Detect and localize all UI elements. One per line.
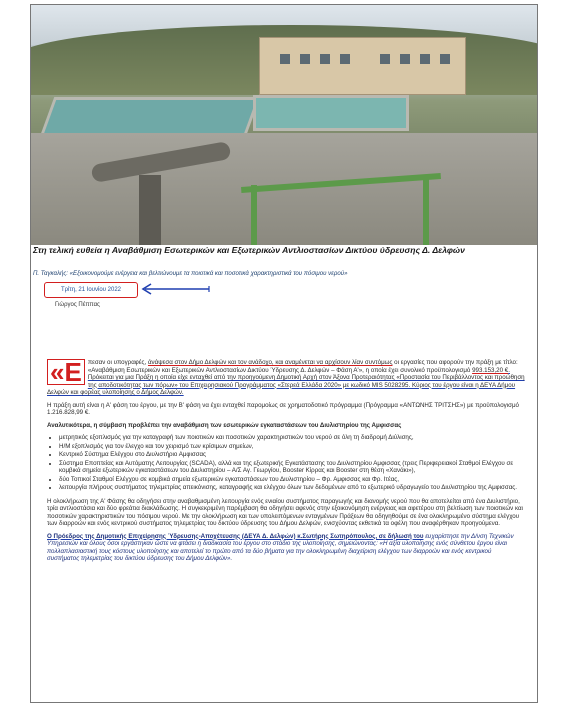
list-item: • Σύστημα Εποπτείας και Αυτόματης Λειτουργίας (SCADA), αλλά και της εξωτερικής Εγκατάστασης του Διυλιστηρίου Αμφισσας (τρεις Περιφερειακοί Σταθμοί Ελέγχου σε κομβικά σημεία εξωτερικών εγκαταστάσεων του Διυλιστηρίου – Α/Σ Αγ. Γεωργίου, Booster Κίρρας και Booster στη θέση «Χανάκι»), xyxy=(59,460,525,475)
article-headline: Στη τελική ευθεία η Αναβάθμιση Εσωτερικών και Εξωτερικών Αντλιοστασίων Δικτύου ύδρευσης Δ. Δελφών xyxy=(33,245,465,255)
list-item: • δύο Τοπικοί Σταθμοί Ελέγχου σε κομβικά σημεία εξωτερικών εγκαταστάσεων του Διυλιστηρίου – Φρ. Αμφισσας και Φρ. Ιτέας, xyxy=(59,476,525,484)
list-item: • Κεντρικό Σύστημα Ελέγχου στο Διυλιστήριο Αμφισσας xyxy=(59,451,525,459)
statement-paragraph: Ο Πρόεδρος της Δημοτικής Επιχείρησης Ύδρευσης-Αποχέτευσης (ΔΕΥΑ Δ. Δελφών) κ.Σωτήρης Σωτηρόπουλος, σε δήλωσή του ευχαρίστησε την Δ/νση Τεχνικών Υπηρεσιών και όλους όσοι εργάστηκαν ώστε να φτάσει η διαδικασία του έργου στο στάδιο της υλοποίησης, σημειώνοντας: «Η αξία υλοποίησης ενός σύνθετου έργου είναι πολλαπλασιαστική τους κόστους υλοποίησης και αποτελεί το πρώτο από τα δύο βήματα για την ολοκληρωμένη διαχείριση ελέγχου των διαρροών και ενός κεντρικού συστήματος τηλεμετρίας του δικτύου ύδρευσης του Δήμου Δελφών». xyxy=(47,532,514,562)
article-date: Τρίτη, 21 Ιουνίου 2022 xyxy=(44,282,138,298)
article-body xyxy=(47,359,525,568)
article-photo xyxy=(31,5,537,245)
section-heading: Αναλυτικότερα, η σύμβαση προβλέπει την αναβάθμιση των εσωτερικών εγκαταστάσεων του Διυλιστηρίου της Αμφισσας xyxy=(47,421,402,429)
list-item: • λειτουργία πλήρους συστήματος τηλεμετρίας απεικόνισης, καταγραφής και ελέγχου όλων των δεδομένων από το εξωτερικό υδραγωγείο του Διυλιστηρίου της Αμφισσας. xyxy=(59,484,525,492)
article-author: Γιώργος Πέππας xyxy=(55,302,100,308)
pump-station-building xyxy=(259,37,466,95)
works-list xyxy=(47,434,525,492)
intro-paragraph: «Ε πεσαν οι υπογραφές, άνάψεσα στον Δήμο Δελφών και τον ανάδοχο, και αναμένεται να αρχίσουν λίαν συντόμως οι εργασίες που αφορούν την πράξη με τίτλο: «Αναβάθμιση Εσωτερικών και Εξωτερικών Αντλιοστασίων Δικτύου Ύδρευσης Δ. Δελφών – Φάση Α'», η οποία έχει συνολικό προϋπολογισμό 993.153,20 €. Πρόκειται για μια Πράξη η οποία είχε ενταχθεί από την προηγούμενη Δημοτική Αρχή στον Άξονα Προτεραιότητας «Προστασία του Περιβάλλοντος και προώθηση της αποδοτικότητας των πόρων» του Επιχειρησιακού Προγράμματος «Στερεά Ελλάδα 2020» με κωδικό MIS 5028295. Κύριος του έργου είναι η ΔΕΥΑ Δήμου Δελφών και φορέας υλοποίησης ο Δήμος Δελφών. xyxy=(47,357,525,396)
list-item: • Η/Μ εξοπλισμός για τον έλεγχο και τον χειρισμό των κρίσιμων σημείων, xyxy=(59,443,525,451)
article-subheadline: Π. Ταγκαλής: «Εξοικονομούμε ενέργεια και βελτιώνουμε τα ποιοτικά και ποσοτικά χαρακτηριστικά του πόσιμου νερού» xyxy=(33,270,348,277)
list-item: • μετρητικός εξοπλισμός για την καταγραφή των ποιοτικών και ποσοτικών χαρακτηριστικών του νερού σε όλη τη διαδρομή Διύλισης, xyxy=(59,434,525,442)
dropcap: «Ε xyxy=(47,359,85,385)
left-arrow-icon xyxy=(137,282,211,296)
completion-paragraph: Η ολοκλήρωση της Α' Φάσης θα οδηγήσει στην αναβαθμισμένη λειτουργία ενός ενιαίου συστήματος παραγωγής και διανομής νερού που θα αποτελείται από ένα Διυλιστήριο, τρία αντλιοστάσια και δύο φρεάτια διακλάδωσης. Η συγκεκριμένη παρέμβαση θα οδηγήσει αφενός στην εξοικονόμηση ενέργειας και αφετέρου στη βελτίωση των ποιοτικών και ποσοτικών χαρακτηριστικών του πόσιμου νερού. Με την ολοκλήρωση και των υπολειπόμενων ενταγμένων Πράξεων θα οδηγηθούμε σε ένα ολοκληρωμένο σύστημα ελέγχου των διαρροών και ενός κεντρικού συστήματος τηλεμετρίας του δικτύου ύδρευσης του Δήμου Δελφών, ενισχύοντας εκθετικά τα οφέλη που αναφέρθηκαν προηγούμενα. xyxy=(47,497,523,527)
article-page xyxy=(30,4,538,703)
phase-b-paragraph: Η πράξη αυτή είναι η Α' φάση του έργου, με την Β' φάση να έχει ενταχθεί παρομοίως σε χρηματοδοτικό πρόγραμμα (Πρόγραμμα «ΑΝΤΩΝΗΣ ΤΡΙΤΣΗΣ») με προϋπολογισμό 1.216.828,99 €. xyxy=(47,401,519,416)
budget-amount: 993.153,20 € xyxy=(472,366,509,374)
